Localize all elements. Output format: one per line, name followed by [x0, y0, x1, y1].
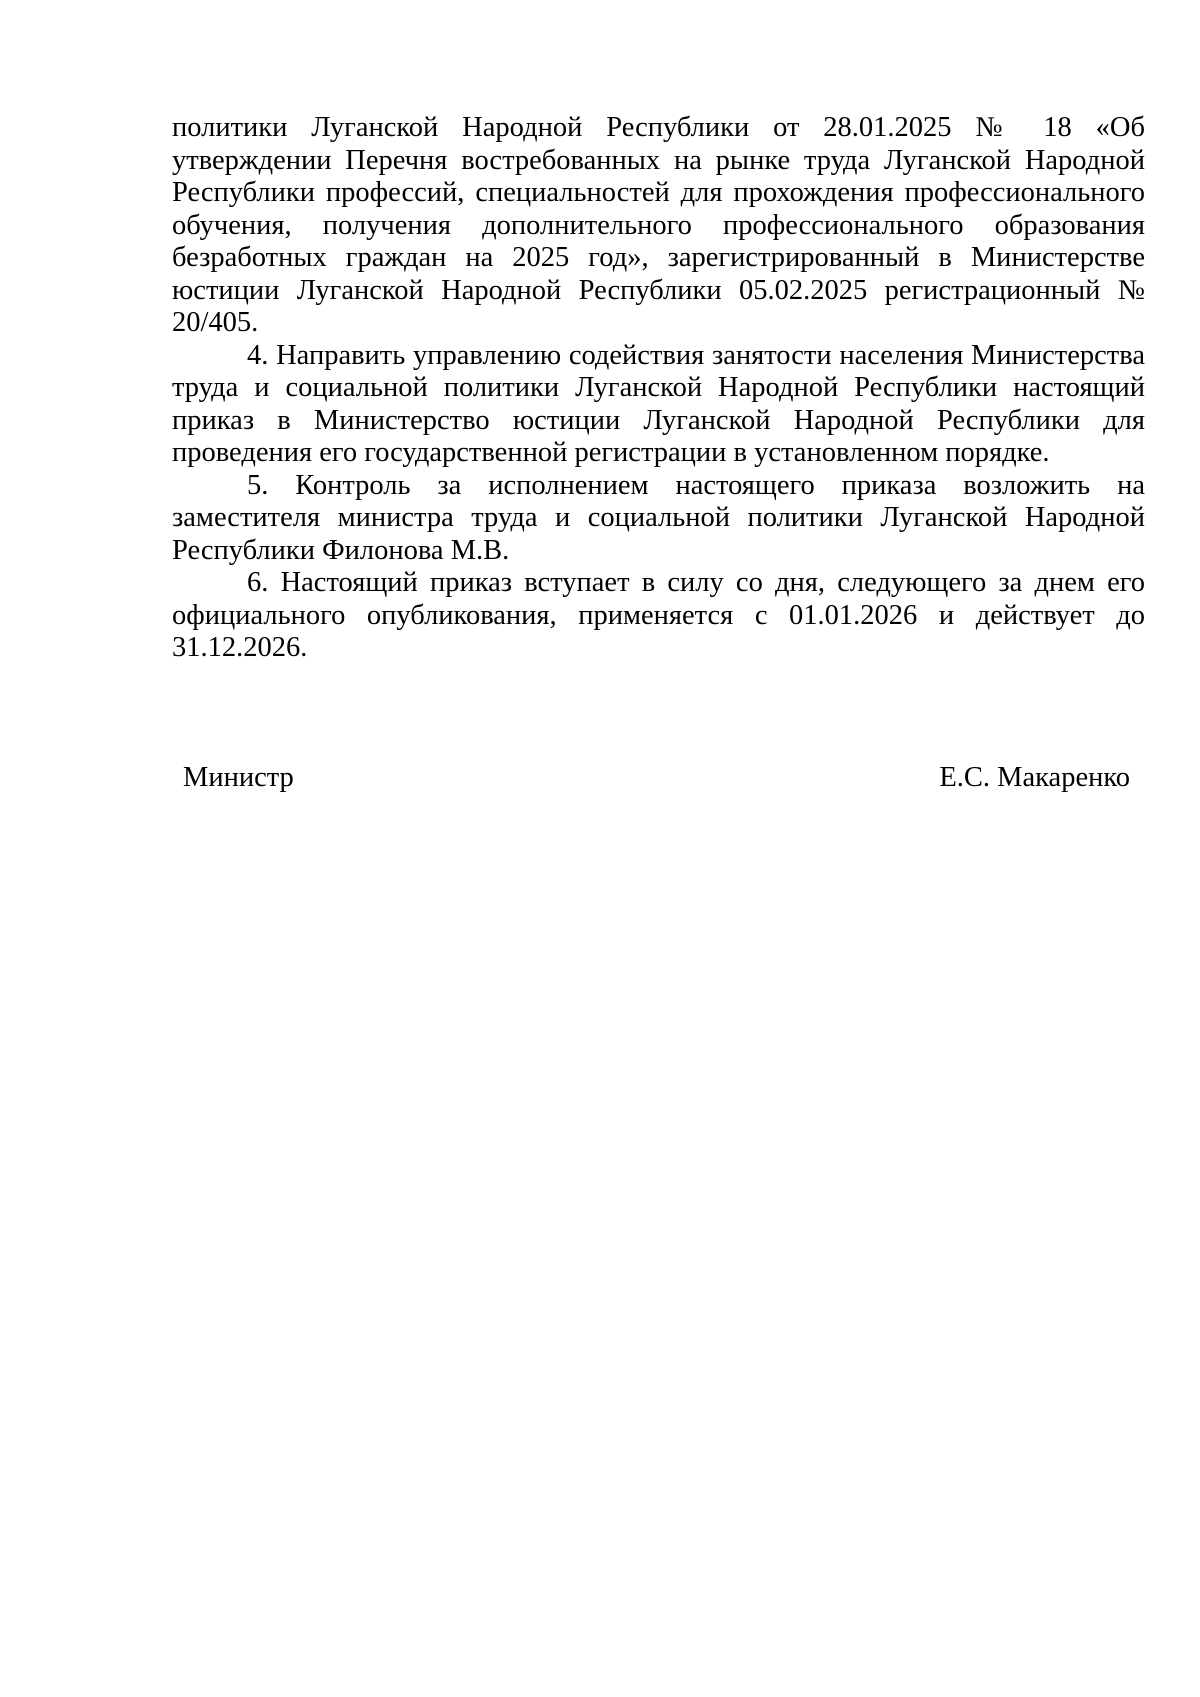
- paragraph-item-5: 5. Контроль за исполнением настоящего приказа возложить на заместителя министра труда и социальной политики Луганской Народной Республики Филонова М.В.: [172, 469, 1145, 566]
- paragraph-item-6: 6. Настоящий приказ вступает в силу со дня, следующего за днем его официального опубликования, применяется с 01.01.2026 и действует до 31.12.2026.: [172, 567, 1145, 663]
- signatory-position: Министр: [183, 762, 294, 793]
- paragraph-item-4: 4. Направить управлению содействия занятости населения Министерства труда и социальной политики Луганской Народной Республики настоящий приказ в Министерство юстиции Луганской Народной Республики для проведения его государственной регистрации в установленном порядке.: [172, 339, 1145, 468]
- signature-block: [183, 762, 1130, 795]
- paragraph-continuation: политики Луганской Народной Республики от 28.01.2025 № 18 «Об утверждении Перечня востребованных на рынке труда Луганской Народной Республики профессий, специальностей для прохождения профессионального обучения, получения дополнительного профессионального образования безработных граждан на 2025 год», зарегистрированный в Министерстве юстиции Луганской Народной Республики 05.02.2025 регистрационный № 20/405.: [172, 112, 1145, 338]
- document-body: [172, 112, 1145, 665]
- signatory-name: Е.С. Макаренко: [939, 762, 1130, 793]
